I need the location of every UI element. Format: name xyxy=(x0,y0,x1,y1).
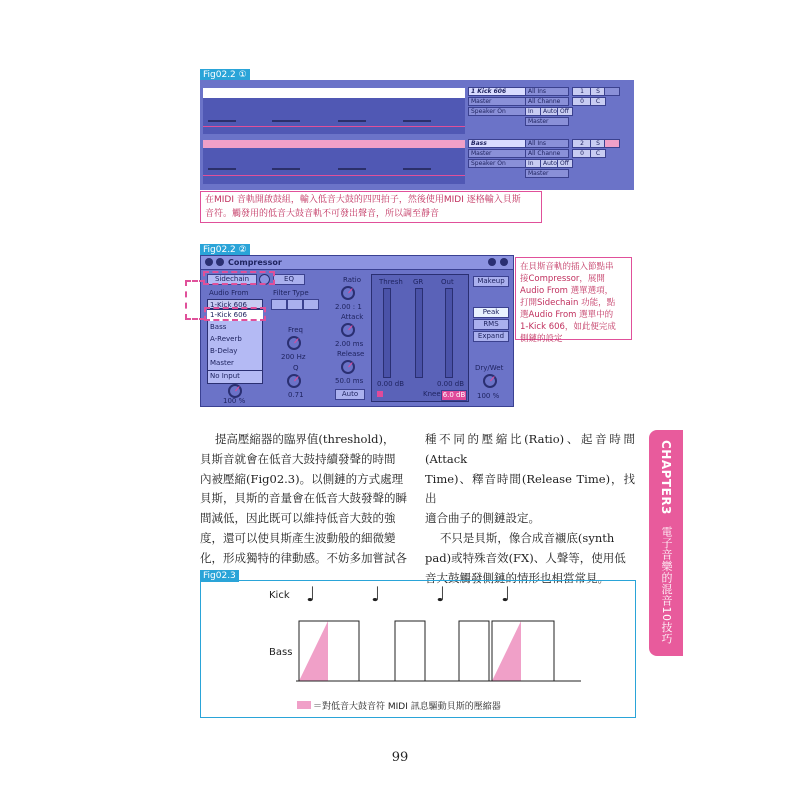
body-column-left xyxy=(200,430,410,569)
body-line: Time)、釋音時間(Release Time)，找出 xyxy=(425,471,635,506)
chapter-label xyxy=(658,440,674,650)
body-line: 適合曲子的側鏈設定。 xyxy=(425,511,540,526)
kick-note-icon-1: ♩ xyxy=(306,582,316,606)
midi-note xyxy=(403,120,431,122)
body-line: pad)或特殊音效(FX)、人聲等，使用低 xyxy=(425,550,626,565)
bass-routing[interactable]: Master xyxy=(468,149,526,158)
fig2-caption-line: 在貝斯音軌的插入節點串 xyxy=(520,262,614,272)
dropdown-item-kick[interactable]: 1-Kick 606 xyxy=(207,310,263,321)
dropdown-item-bass[interactable]: Bass xyxy=(210,323,227,331)
thresh-value: 0.00 dB xyxy=(377,380,405,388)
fig2-caption-line: Audio From 選單選項， xyxy=(520,286,614,296)
bass-c-btn[interactable]: C xyxy=(590,149,606,158)
fig2-caption-line: 側鏈的設定 xyxy=(520,334,563,344)
attack-knob[interactable] xyxy=(341,323,355,337)
compression-envelope xyxy=(492,621,521,681)
makeup-button[interactable]: Makeup xyxy=(473,276,509,287)
bass-in-btn[interactable]: In xyxy=(525,159,543,168)
compression-envelope xyxy=(299,621,328,681)
dropdown-item-a-reverb[interactable]: A-Reverb xyxy=(210,335,242,343)
rms-button[interactable]: RMS xyxy=(473,319,509,330)
midi-note xyxy=(338,120,366,122)
kick-monitor[interactable]: Speaker On xyxy=(468,107,526,116)
bass-clip-area[interactable] xyxy=(203,148,465,184)
sidechain-gain-knob[interactable] xyxy=(228,384,242,398)
filter-highpass-btn[interactable] xyxy=(303,299,319,310)
fig2-caption-line: 接Compressor，展開 xyxy=(520,274,605,284)
bass-note-block xyxy=(459,621,489,681)
gr-meter xyxy=(415,288,423,378)
kick-in-btn[interactable]: In xyxy=(525,107,543,116)
body-line: 貝斯音就會在低音大鼓持續發聲的時間 xyxy=(200,451,396,466)
freq-label: Freq xyxy=(288,326,303,334)
knee-value[interactable]: 6.0 dB xyxy=(442,391,466,399)
settings-icon[interactable] xyxy=(488,258,496,266)
kick-off-btn[interactable]: Off xyxy=(557,107,573,116)
eq-button[interactable]: EQ xyxy=(273,274,305,285)
dropdown-item-master[interactable]: Master xyxy=(210,359,234,367)
bass-arm-btn[interactable] xyxy=(604,139,620,148)
fig3-label: Fig02.3 xyxy=(200,570,239,582)
freq-knob[interactable] xyxy=(287,336,301,350)
bass-label: Bass xyxy=(269,647,293,658)
sidechain-diagram xyxy=(201,581,635,717)
kick-note-icon-2: ♩ xyxy=(371,582,381,606)
midi-note xyxy=(272,120,300,122)
midi-note xyxy=(208,168,236,170)
bass-note-block xyxy=(395,621,425,681)
midi-note xyxy=(403,168,431,170)
sidechain-highlight xyxy=(203,271,275,285)
fig2-caption xyxy=(515,257,632,344)
ratio-value: 2.00 : 1 xyxy=(335,303,362,311)
body-column-right xyxy=(425,430,635,588)
kick-input[interactable]: All Ins xyxy=(525,87,569,96)
kick-note-icon-3: ♩ xyxy=(436,582,446,606)
body-line: 不只是貝斯，像合成音襯底(synth xyxy=(439,530,615,545)
kick-clip-header[interactable] xyxy=(203,88,465,98)
out-label: Out xyxy=(441,278,454,286)
fig3-frame xyxy=(200,580,636,718)
drywet-knob[interactable] xyxy=(483,374,497,388)
release-value: 50.0 ms xyxy=(335,377,364,385)
bass-off-btn[interactable]: Off xyxy=(557,159,573,168)
release-label: Release xyxy=(337,350,365,358)
kick-solo-btn[interactable]: S xyxy=(590,87,606,96)
dropdown-item-no-input[interactable]: No Input xyxy=(207,370,263,381)
dropdown-item-b-delay[interactable]: B-Delay xyxy=(210,347,238,355)
bass-clip-header[interactable] xyxy=(203,140,465,148)
q-label: Q xyxy=(293,364,299,372)
expand-button[interactable]: Expand xyxy=(473,331,509,342)
bass-solo-btn[interactable]: S xyxy=(590,139,606,148)
body-line: 度，還可以使貝斯產生波動般的細微變 xyxy=(200,530,396,545)
filter-lowpass-btn[interactable] xyxy=(271,299,287,310)
legend-text: ＝對低音大鼓音符 MIDI 訊息驅動貝斯的壓縮器 xyxy=(313,702,501,712)
fig1-label: Fig02.2 ① xyxy=(200,69,250,81)
midi-note xyxy=(338,168,366,170)
bass-auto-btn[interactable]: Auto xyxy=(540,159,560,168)
freq-value: 200 Hz xyxy=(281,353,306,361)
release-knob[interactable] xyxy=(341,360,355,374)
body-line: 提高壓縮器的臨界值(threshold)， xyxy=(214,432,395,446)
body-line: 間減低，因此既可以維持低音大鼓的強 xyxy=(200,511,396,526)
page-number: 99 xyxy=(391,750,409,765)
legend-swatch xyxy=(297,701,311,709)
body-line: 種不同的壓縮比(Ratio)、起音時間(Attack xyxy=(425,432,635,466)
bass-track-name[interactable]: Bass xyxy=(468,139,526,148)
info-icon[interactable] xyxy=(500,258,508,266)
drywet-label: Dry/Wet xyxy=(475,364,504,372)
bass-volume[interactable]: 0 xyxy=(572,149,592,158)
gr-label: GR xyxy=(413,278,424,286)
bass-input[interactable]: All Ins xyxy=(525,139,569,148)
kick-arm-btn[interactable] xyxy=(604,87,620,96)
body-line: 音大鼓觸發側鏈的情形也相當常見。 xyxy=(425,570,609,585)
bass-channel[interactable]: All Channe xyxy=(525,149,569,158)
power-icon[interactable] xyxy=(205,258,213,266)
body-line: 貝斯，貝斯的音量會在低音大鼓發聲的瞬 xyxy=(200,491,407,506)
thresh-meter[interactable] xyxy=(383,288,391,378)
ratio-label: Ratio xyxy=(343,276,361,284)
kick-channel[interactable]: All Channe xyxy=(525,97,569,106)
highlight-connector xyxy=(185,280,205,320)
kick-clip-area[interactable] xyxy=(203,98,465,134)
audio-from-highlight xyxy=(204,307,266,321)
attack-value: 2.00 ms xyxy=(335,340,364,348)
fig1-caption xyxy=(200,191,542,223)
kick-c-btn[interactable]: C xyxy=(590,97,606,106)
fig1-caption-line: 在MIDI 音軌開啟鼓組，輸入低音大鼓的四四拍子，然後使用MIDI 逐格輸入貝斯 xyxy=(205,195,521,205)
envelope-icon[interactable] xyxy=(377,391,383,397)
clip-divider xyxy=(203,175,465,176)
kick-note-icon-4: ♩ xyxy=(501,582,511,606)
q-value: 0.71 xyxy=(288,391,304,399)
sidechain-mix-value: 100 % xyxy=(223,397,246,405)
midi-note xyxy=(208,120,236,122)
chapter-subtitle: 電子音樂的混音10技巧 xyxy=(660,525,673,645)
peak-button[interactable]: Peak xyxy=(473,307,509,318)
device-title: Compressor xyxy=(228,258,282,267)
fig1-caption-line: 音符。觸發用的低音大鼓音軌不可發出聲音，所以調至靜音 xyxy=(205,209,440,219)
kick-output[interactable]: Master xyxy=(525,117,569,126)
chapter-title: CHAPTER3 xyxy=(659,440,673,515)
kick-volume[interactable]: 0 xyxy=(572,97,592,106)
thresh-label: Thresh xyxy=(379,278,403,286)
knee-label: Knee xyxy=(423,390,441,398)
drywet-value: 100 % xyxy=(477,392,500,400)
filter-type-label: Filter Type xyxy=(273,289,309,297)
bass-track-number[interactable]: 2 xyxy=(572,139,592,148)
q-knob[interactable] xyxy=(287,374,301,388)
audio-from-label: Audio From xyxy=(209,289,249,297)
kick-track-number[interactable]: 1 xyxy=(572,87,592,96)
kick-track-name[interactable]: 1 Kick 606 xyxy=(468,87,526,96)
ratio-knob[interactable] xyxy=(341,286,355,300)
fig1-arrangement-view xyxy=(200,80,634,190)
filter-bandpass-btn[interactable] xyxy=(287,299,303,310)
midi-note xyxy=(272,168,300,170)
body-line: 化，形成獨特的律動感。不妨多加嘗試各 xyxy=(200,550,407,565)
kick-label: Kick xyxy=(269,590,290,601)
sidechain-button[interactable]: Sidechain xyxy=(207,274,257,285)
fig2-label: Fig02.2 ② xyxy=(200,244,250,256)
kick-routing[interactable]: Master xyxy=(468,97,526,106)
audio-from-select[interactable]: 1-Kick 606 xyxy=(207,299,263,309)
kick-auto-btn[interactable]: Auto xyxy=(540,107,560,116)
out-value: 0.00 dB xyxy=(437,380,465,388)
attack-label: Attack xyxy=(341,313,364,321)
expand-icon[interactable] xyxy=(216,258,224,266)
clip-divider xyxy=(203,126,465,127)
body-line: 內被壓縮(Fig02.3)。以側鏈的方式處理 xyxy=(200,471,404,486)
fig2-caption-line: 1-Kick 606，如此便完成 xyxy=(520,322,616,332)
fig2-caption-line: 打開Sidechain 功能，點 xyxy=(520,298,616,308)
bass-monitor[interactable]: Speaker On xyxy=(468,159,526,168)
out-meter[interactable] xyxy=(445,288,453,378)
auto-release-button[interactable]: Auto xyxy=(335,389,365,400)
bass-output[interactable]: Master xyxy=(525,169,569,178)
fig2-caption-line: 選Audio From 選單中的 xyxy=(520,310,614,320)
